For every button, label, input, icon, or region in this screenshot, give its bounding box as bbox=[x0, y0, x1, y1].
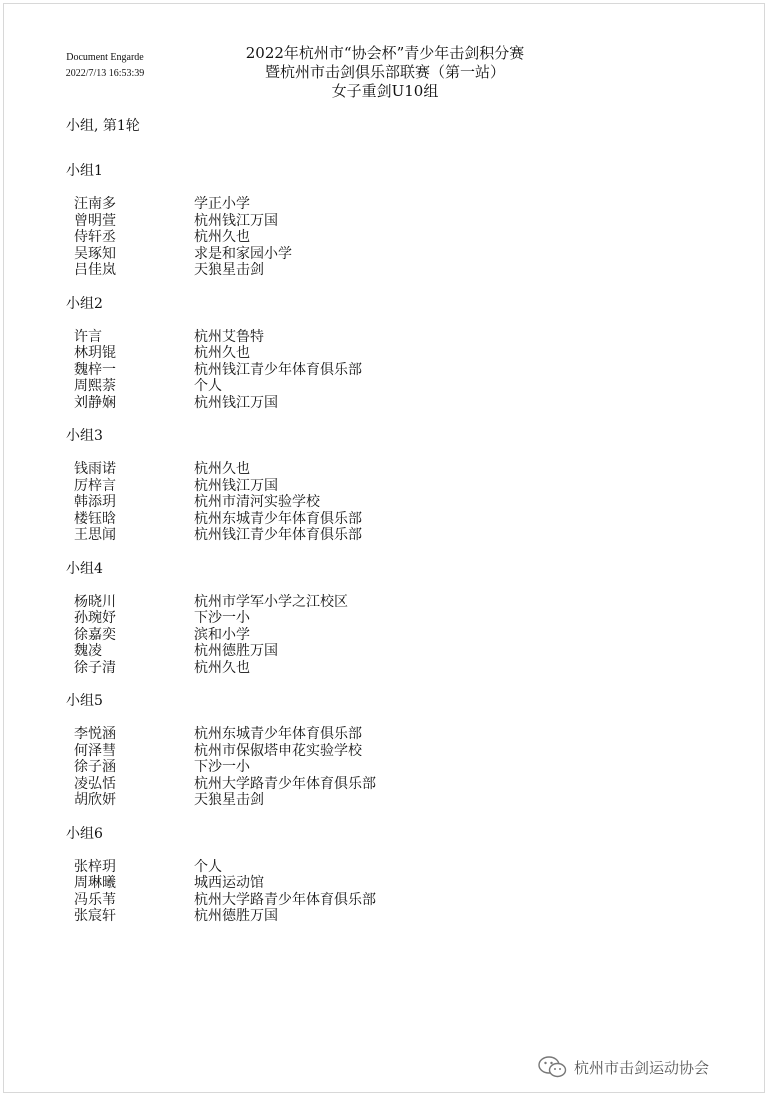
fencer-name: 周熙萘 bbox=[74, 378, 116, 394]
fencer-row bbox=[74, 594, 586, 611]
fencer-club: 杭州艾鲁特 bbox=[194, 328, 264, 345]
fencer-name: 王思闻 bbox=[74, 527, 116, 543]
fencer-club: 杭州钱江万国 bbox=[194, 212, 278, 229]
fencer-club: 杭州久也 bbox=[194, 345, 250, 361]
fencer-row bbox=[74, 859, 586, 876]
fencer-club: 杭州钱江青少年体育俱乐部 bbox=[194, 527, 362, 543]
fencer-name: 许言 bbox=[74, 328, 102, 345]
fencer-row bbox=[74, 246, 586, 263]
fencer-club: 杭州市清河实验学校 bbox=[194, 494, 320, 510]
fencer-name: 周琳曦 bbox=[74, 875, 116, 891]
group-label: 小组4 bbox=[66, 560, 103, 577]
fencer-row bbox=[74, 329, 586, 346]
fencer-name: 杨晓川 bbox=[74, 593, 116, 610]
fencer-row bbox=[74, 378, 586, 395]
fencer-row bbox=[74, 610, 586, 627]
pool-group bbox=[66, 161, 586, 279]
fencer-name: 曾明萱 bbox=[74, 212, 116, 229]
pool-group bbox=[66, 294, 586, 412]
fencer-row bbox=[74, 743, 586, 760]
fencer-name: 徐子涵 bbox=[74, 759, 116, 775]
fencer-club: 杭州钱江万国 bbox=[194, 394, 278, 411]
fencer-row bbox=[74, 643, 586, 660]
fencer-club: 学正小学 bbox=[194, 196, 250, 212]
fencer-row bbox=[74, 395, 586, 412]
fencer-club: 杭州钱江万国 bbox=[194, 477, 278, 494]
fencer-name: 厉梓言 bbox=[74, 477, 116, 494]
fencer-name: 冯乐苇 bbox=[74, 891, 116, 908]
fencer-club: 杭州市学军小学之江校区 bbox=[194, 593, 348, 610]
fencer-name: 何泽彗 bbox=[74, 742, 116, 759]
round-label: 小组, 第1轮 bbox=[66, 118, 140, 134]
fencer-club: 杭州德胜万国 bbox=[194, 643, 278, 659]
fencer-club: 杭州东城青少年体育俱乐部 bbox=[194, 510, 362, 527]
fencer-row bbox=[74, 660, 586, 677]
title-line-1: 2022年杭州市“协会杯”青少年击剑积分赛 bbox=[245, 44, 525, 62]
fencer-row bbox=[74, 726, 586, 743]
wechat-icon bbox=[538, 1055, 568, 1079]
group-label: 小组5 bbox=[66, 693, 103, 709]
fencer-club: 天狼星击剑 bbox=[194, 792, 264, 808]
fencer-row bbox=[74, 494, 586, 511]
fencer-name: 林玥锟 bbox=[74, 345, 116, 361]
fencer-name: 孙琬妤 bbox=[74, 610, 116, 626]
print-timestamp: 2022/7/13 16:53:39 bbox=[65, 68, 145, 79]
fencer-name: 钱雨诺 bbox=[74, 461, 116, 477]
pool-group bbox=[66, 559, 586, 677]
fencer-club: 杭州大学路青少年体育俱乐部 bbox=[194, 891, 376, 908]
fencer-name: 韩添玥 bbox=[74, 494, 116, 510]
fencer-name: 吴琢知 bbox=[74, 245, 116, 262]
fencer-club: 天狼星击剑 bbox=[194, 262, 264, 278]
fencer-club: 杭州久也 bbox=[194, 461, 250, 477]
fencer-list bbox=[66, 594, 586, 677]
pool-group bbox=[66, 824, 586, 925]
fencer-name: 张宸轩 bbox=[74, 908, 116, 924]
fencer-row bbox=[74, 527, 586, 544]
fencer-row bbox=[74, 229, 586, 246]
fencer-name: 汪南多 bbox=[74, 196, 116, 212]
fencer-name: 刘静娴 bbox=[74, 394, 116, 411]
fencer-name: 张梓玥 bbox=[74, 858, 116, 875]
group-label: 小组6 bbox=[66, 825, 103, 842]
group-label: 小组3 bbox=[66, 428, 103, 444]
document-meta bbox=[40, 50, 170, 82]
fencer-name: 徐子清 bbox=[74, 659, 116, 676]
title-line-3: 女子重剑U10组 bbox=[331, 82, 439, 100]
fencer-row bbox=[74, 776, 586, 793]
fencer-club: 求是和家园小学 bbox=[194, 245, 292, 262]
pool-group bbox=[66, 426, 586, 544]
fencer-row bbox=[74, 362, 586, 379]
fencer-row bbox=[74, 478, 586, 495]
fencer-club: 个人 bbox=[194, 378, 222, 394]
fencer-list bbox=[66, 196, 586, 279]
fencer-row bbox=[74, 892, 586, 909]
fencer-name: 凌弘恬 bbox=[74, 775, 116, 792]
fencer-club: 个人 bbox=[194, 858, 222, 875]
software-name: Document Engarde bbox=[66, 52, 144, 63]
fencer-club: 滨和小学 bbox=[194, 626, 250, 643]
pool-group bbox=[66, 691, 586, 809]
fencer-list bbox=[66, 329, 586, 412]
fencer-name: 魏梓一 bbox=[74, 361, 116, 378]
fencer-club: 城西运动馆 bbox=[194, 875, 264, 891]
fencer-club: 下沙一小 bbox=[194, 610, 250, 626]
fencer-club: 杭州久也 bbox=[194, 659, 250, 676]
fencer-list bbox=[66, 726, 586, 809]
fencer-row bbox=[74, 908, 586, 925]
fencer-club: 杭州东城青少年体育俱乐部 bbox=[194, 726, 362, 742]
fencer-row bbox=[74, 345, 586, 362]
fencer-name: 楼钰晗 bbox=[74, 510, 116, 527]
fencer-list bbox=[66, 461, 586, 544]
fencer-name: 徐嘉奕 bbox=[74, 626, 116, 643]
fencer-club: 杭州市保俶塔申花实验学校 bbox=[194, 742, 362, 759]
fencer-row bbox=[74, 196, 586, 213]
fencer-club: 杭州大学路青少年体育俱乐部 bbox=[194, 775, 376, 792]
fencer-club: 杭州钱江青少年体育俱乐部 bbox=[194, 361, 362, 378]
fencer-name: 胡欣妍 bbox=[74, 792, 116, 808]
fencer-row bbox=[74, 262, 586, 279]
fencer-club: 杭州久也 bbox=[194, 229, 250, 245]
fencer-list bbox=[66, 859, 586, 925]
fencer-name: 魏凌 bbox=[74, 643, 102, 659]
fencer-club: 杭州德胜万国 bbox=[194, 908, 278, 924]
fencer-row bbox=[74, 875, 586, 892]
fencer-row bbox=[74, 213, 586, 230]
title-line-2: 暨杭州市击剑俱乐部联赛（第一站） bbox=[264, 63, 505, 81]
fencer-row bbox=[74, 511, 586, 528]
group-label: 小组2 bbox=[66, 295, 103, 312]
fencer-row bbox=[74, 461, 586, 478]
document-title bbox=[180, 44, 590, 101]
watermark-text: 杭州市击剑运动协会 bbox=[574, 1058, 710, 1077]
fencer-club: 下沙一小 bbox=[194, 759, 250, 775]
fencer-name: 吕佳岚 bbox=[74, 262, 116, 278]
fencer-row bbox=[74, 627, 586, 644]
fencer-name: 李悦涵 bbox=[74, 726, 116, 742]
fencer-row bbox=[74, 792, 586, 809]
group-label: 小组1 bbox=[66, 163, 103, 179]
fencer-row bbox=[74, 759, 586, 776]
watermark bbox=[538, 1055, 709, 1079]
fencer-name: 侍轩丞 bbox=[74, 229, 116, 245]
pool-groups bbox=[66, 161, 586, 940]
